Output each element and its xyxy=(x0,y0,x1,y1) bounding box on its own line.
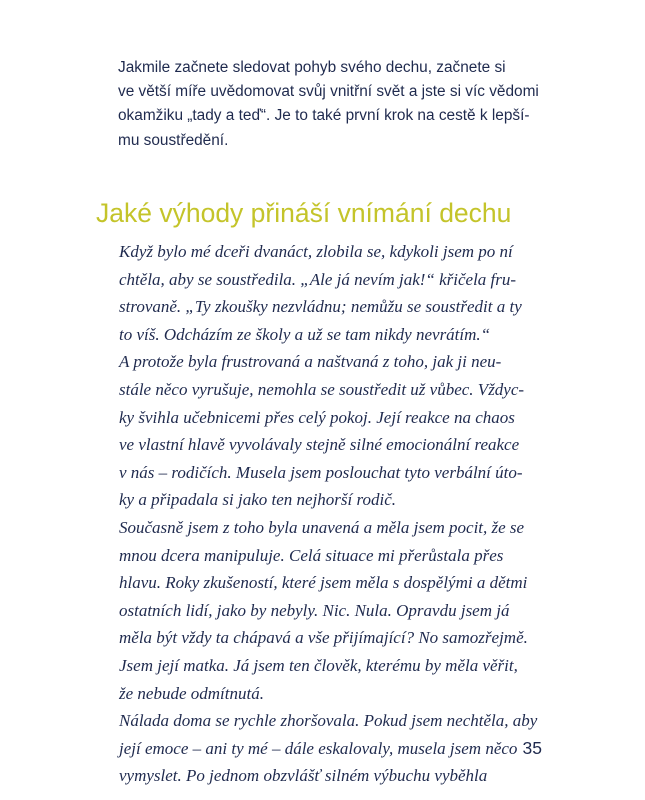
intro-line: okamžiku „tady a teď“. Je to také první krok na cestě k lepší- xyxy=(118,107,530,125)
story-line: Jsem její matka. Já jsem ten člověk, kterému by měla věřit, xyxy=(119,655,518,675)
intro-line: ve větší míře uvědomovat svůj vnitřní svět a jste si víc vědomi xyxy=(118,83,539,101)
story-line: vymyslet. Po jednom obzvlášť silném výbuchu vyběhla xyxy=(119,766,488,786)
story-line: že nebude odmítnutá. xyxy=(119,683,264,703)
story-line: v nás – rodičích. Musela jsem poslouchat tyto verbální úto- xyxy=(119,462,523,482)
story-line: strovaně. „Ty zkoušky nezvládnu; nemůžu se soustředit a ty xyxy=(119,297,522,317)
section-heading: Jaké výhody přináší vnímání dechu xyxy=(96,198,512,228)
story-line: A protože byla frustrovaná a naštvaná z toho, jak ji neu- xyxy=(119,352,502,372)
intro-line: mu soustředění. xyxy=(118,131,229,149)
story-line: ky švihla učebnicemi přes celý pokoj. Její reakce na chaos xyxy=(119,407,515,427)
story-line: hlavu. Roky zkušeností, které jsem měla s dospělými a dětmi xyxy=(119,573,528,593)
story-paragraph xyxy=(119,238,539,790)
story-line: Nálada doma se rychle zhoršovala. Pokud jsem nechtěla, aby xyxy=(119,711,538,731)
intro-paragraph xyxy=(118,56,538,153)
page-number: 35 xyxy=(522,738,542,758)
story-line: její emoce – ani ty mé – dále eskalovaly, musela jsem něco xyxy=(119,738,518,758)
story-line: ve vlastní hlavě vyvolávaly stejně silné emocionální reakce xyxy=(119,435,520,455)
story-line: ky a připadala si jako ten nejhorší rodič. xyxy=(119,490,397,510)
intro-line: Jakmile začnete sledovat pohyb svého dechu, začnete si xyxy=(118,59,506,76)
story-line: Současně jsem z toho byla unavená a měla jsem pocit, že se xyxy=(119,517,525,537)
story-line: Když bylo mé dceři dvanáct, zlobila se, kdykoli jsem po ní xyxy=(119,242,513,261)
story-line: stále něco vyrušuje, nemohla se soustředit už vůbec. Vždyc- xyxy=(119,379,525,399)
story-line: ostatních lidí, jako by nebyly. Nic. Nula. Opravdu jsem já xyxy=(119,600,510,620)
story-line: měla být vždy ta chápavá a vše přijímající? No samozřejmě. xyxy=(119,628,528,648)
story-line: to víš. Odcházím ze školy a už se tam nikdy nevrátím.“ xyxy=(119,324,491,344)
story-line: chtěla, aby se soustředila. „Ale já nevím jak!“ křičela fru- xyxy=(119,269,517,289)
story-line: mnou dcera manipuluje. Celá situace mi přerůstala přes xyxy=(119,545,504,565)
